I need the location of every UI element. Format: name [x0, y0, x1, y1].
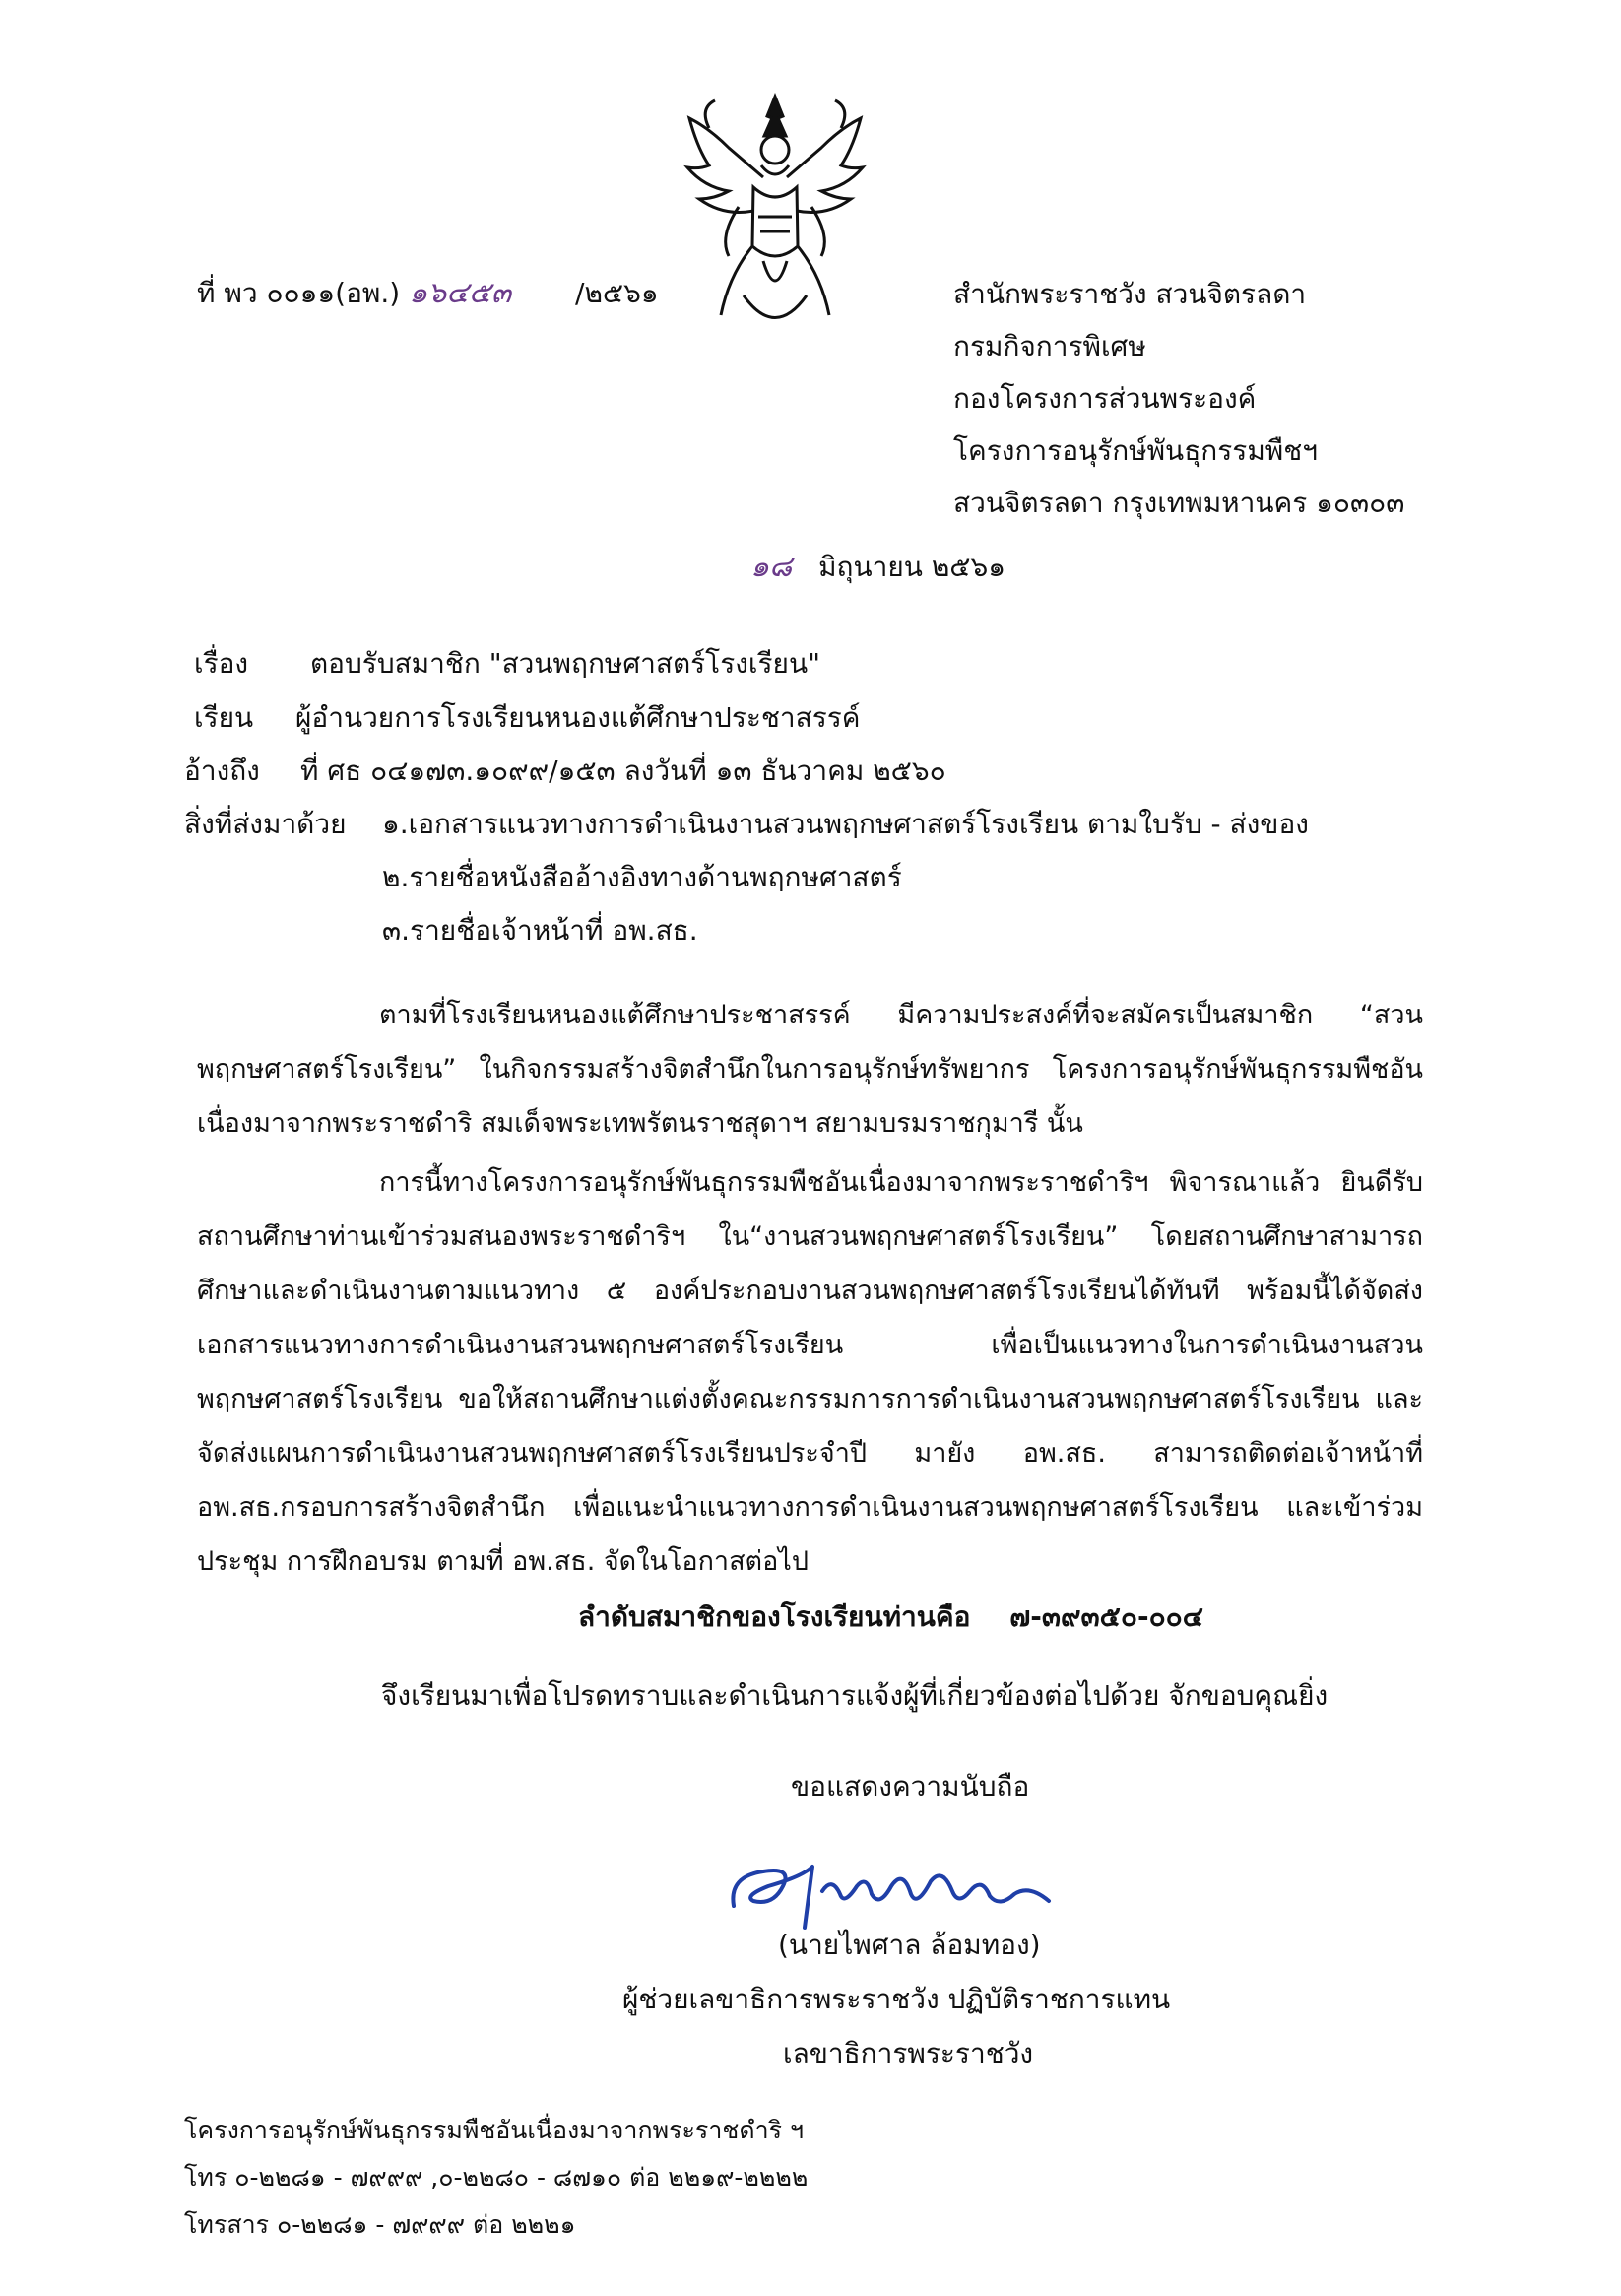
enclosure-item: ๓.รายชื่อเจ้าหน้าที่ อพ.สธ. — [382, 914, 698, 947]
footer-phone: โทร ๐-๒๒๘๑ - ๗๙๙๙ ,๐-๒๒๘๐ - ๘๗๑๐ ต่อ ๒๒๑๙-๒๒๒๒ — [184, 2163, 809, 2192]
garuda-emblem-icon — [670, 89, 881, 345]
signatory-title: ผู้ช่วยเลขาธิการพระราชวัง ปฏิบัติราชการแทน — [622, 1983, 1171, 2015]
member-number-line — [578, 1601, 1203, 1634]
salutation: ขอแสดงความนับถือ — [791, 1770, 1030, 1803]
enclosure-label: สิ่งที่ส่งมาด้วย — [184, 808, 347, 840]
member-number: ๗-๓๙๓๕๐-๐๐๔ — [1009, 1601, 1203, 1633]
signatory-name: (นายไพศาล ล้อมทอง) — [778, 1929, 1041, 1961]
handwritten-signature — [724, 1847, 1059, 1935]
reference-prefix: ที่ พว ๐๐๑๑(อพ.) — [197, 277, 401, 309]
enclosure-item: ๒.รายชื่อหนังสืออ้างอิงทางด้านพฤกษศาสตร์ — [382, 861, 902, 893]
signatory-title: เลขาธิการพระราชวัง — [783, 2037, 1034, 2069]
reference-year: /๒๕๖๑ — [575, 277, 659, 309]
closing-sentence: จึงเรียนมาเพื่อโปรดทราบและดำเนินการแจ้งผู้ที่เกี่ยวข้องต่อไปด้วย จักขอบคุณยิ่ง — [381, 1679, 1329, 1712]
footer-organization: โครงการอนุรักษ์พันธุกรรมพืชอันเนื่องมาจากพระราชดำริ ฯ — [184, 2116, 805, 2144]
to-label: เรียน — [194, 701, 254, 734]
member-number-label: ลำดับสมาชิกของโรงเรียนท่านคือ — [578, 1601, 971, 1633]
reference-number-handwritten: ๑๖๔๕๓ — [409, 276, 512, 310]
body-paragraph-text: ตามที่โรงเรียนหนองแต้ศึกษาประชาสรรค์ มีความประสงค์ที่จะสมัครเป็นสมาชิก “สวนพฤกษศาสตร์โรงเรียน” ในกิจกรรมสร้างจิตสำนึกในการอนุรักษ์ทรัพยากร โครงการอนุรักษ์พันธุกรรมพืชอันเนื่องมาจากพระราชดำริ สมเด็จพระเทพรัตนราชสุดาฯ สยามบรมราชกุมารี นั้น — [197, 1000, 1423, 1139]
reference-value: ที่ ศธ ๐๔๑๗๓.๑๐๙๙/๑๕๓ ลงวันที่ ๑๓ ธันวาคม ๒๕๖๐ — [300, 754, 946, 787]
date-month-year: มิถุนายน ๒๕๖๑ — [818, 551, 1006, 583]
to-value: ผู้อำนวยการโรงเรียนหนองแต้ศึกษาประชาสรรค์ — [295, 701, 861, 734]
document-date — [750, 550, 1005, 585]
footer-fax: โทรสาร ๐-๒๒๘๑ - ๗๙๙๙ ต่อ ๒๒๒๑ — [184, 2210, 576, 2239]
sender-line: กรมกิจการพิเศษ — [953, 330, 1146, 362]
document-reference — [197, 276, 659, 311]
date-day-handwritten: ๑๘ — [750, 550, 793, 584]
subject-label: เรื่อง — [194, 647, 249, 680]
reference-label: อ้างถึง — [184, 754, 260, 787]
sender-line: โครงการอนุรักษ์พันธุกรรมพืชฯ — [953, 434, 1318, 467]
sender-line: สวนจิตรลดา กรุงเทพมหานคร ๑๐๓๐๓ — [953, 487, 1405, 519]
subject-value: ตอบรับสมาชิก "สวนพฤกษศาสตร์โรงเรียน" — [310, 647, 820, 680]
body-paragraph-text: การนี้ทางโครงการอนุรักษ์พันธุกรรมพืชอันเนื่องมาจากพระราชดำริฯ พิจารณาแล้ว ยินดีรับสถานศึกษาท่านเข้าร่วมสนองพระราชดำริฯ ใน“งานสวนพฤกษศาสตร์โรงเรียน” โดยสถานศึกษาสามารถศึกษาและดำเนินงานตามแนวทาง ๕ องค์ประกอบงานสวนพฤกษศาสตร์โรงเรียนได้ทันที พร้อมนี้ได้จัดส่งเอกสารแนวทางการดำเนินงานสวนพฤกษศาสตร์โรงเรียน เพื่อเป็นแนวทางในการดำเนินงานสวนพฤกษศาสตร์โรงเรียน ขอให้สถานศึกษาแต่งตั้งคณะกรรมการการดำเนินงานสวนพฤกษศาสตร์โรงเรียน และจัดส่งแผนการดำเนินงานสวนพฤกษศาสตร์โรงเรียนประจำปี มายัง อพ.สธ. สามารถติดต่อเจ้าหน้าที่ อพ.สธ.กรอบการสร้างจิตสำนึก เพื่อแนะนำแนวทางการดำเนินงานสวนพฤกษศาสตร์โรงเรียน และเข้าร่วมประชุม การฝึกอบรม ตามที่ อพ.สธ. จัดในโอกาสต่อไป — [197, 1167, 1423, 1577]
sender-line: สำนักพระราชวัง สวนจิตรลดา — [953, 278, 1307, 310]
sender-line: กองโครงการส่วนพระองค์ — [953, 382, 1257, 415]
body-paragraph — [197, 988, 1423, 1150]
body-paragraph — [197, 1155, 1423, 1589]
enclosure-item: ๑.เอกสารแนวทางการดำเนินงานสวนพฤกษศาสตร์โรงเรียน ตามใบรับ - ส่งของ — [382, 808, 1309, 840]
